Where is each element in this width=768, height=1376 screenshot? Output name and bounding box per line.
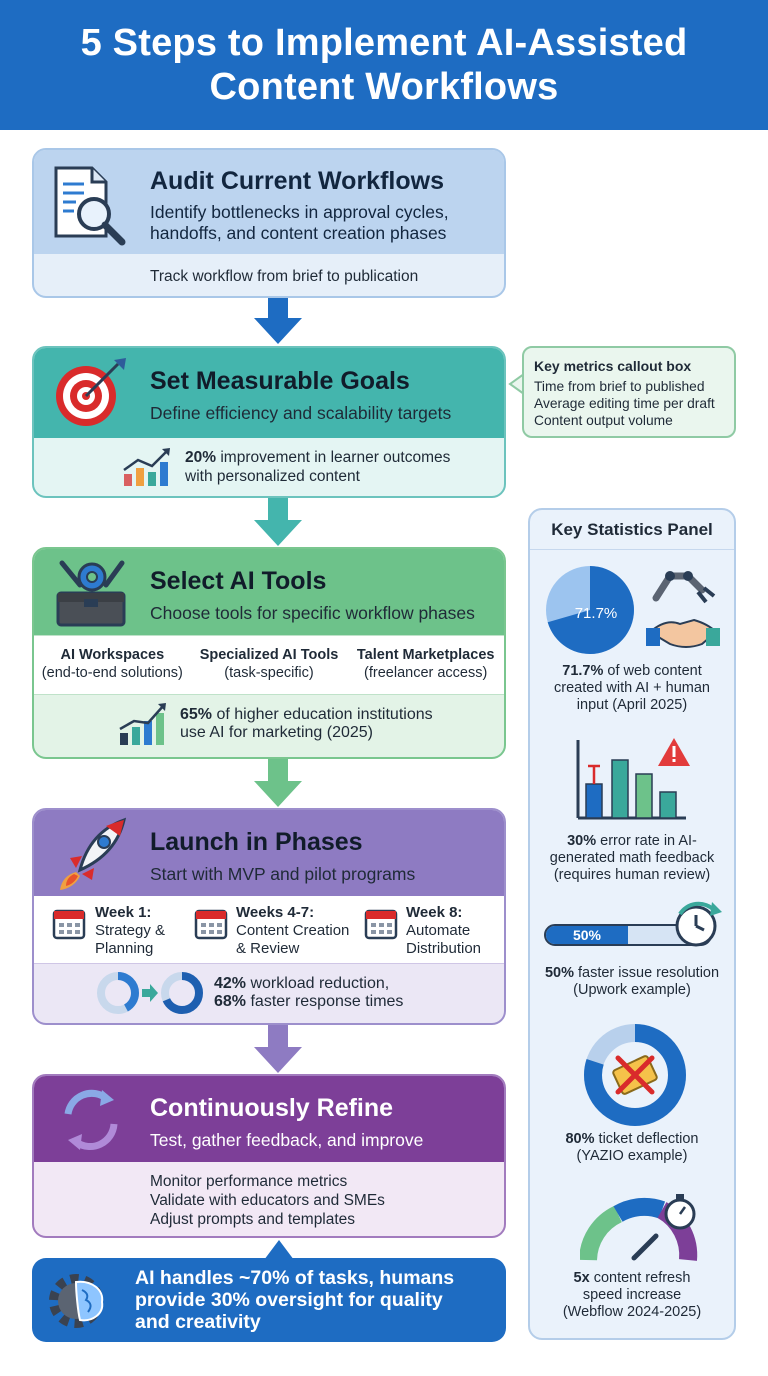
tool-name: AI Workspaces — [60, 647, 165, 663]
step-description: handoffs, and content creation phases — [150, 223, 447, 243]
tool-subtitle: (task-specific) — [224, 665, 314, 681]
week-desc: & Review — [236, 940, 300, 957]
error-bar-chart-icon — [574, 736, 694, 827]
speedometer-icon — [580, 1190, 704, 1271]
arrow-down-icon — [252, 498, 304, 553]
stat-text: with personalized content — [185, 468, 360, 485]
bar-chart-up-icon — [118, 701, 170, 752]
refine-item: Adjust prompts and templates — [150, 1211, 356, 1228]
page-title-line-1: 5 Steps to Implement AI-Assisted — [80, 22, 688, 64]
stat-text: faster issue resolution — [573, 965, 720, 981]
step-description: Start with MVP and pilot programs — [150, 864, 416, 884]
stat-content-refresh — [530, 1270, 734, 1321]
banner-text: AI handles ~70% of tasks, humans — [135, 1267, 455, 1289]
calendar-icon — [364, 906, 398, 945]
stat-value: 68% — [214, 993, 247, 1010]
stat-value: 30% — [567, 833, 597, 849]
callout-item: Average editing time per draft — [534, 396, 715, 411]
week-label: Week 1: — [95, 904, 152, 921]
step-title: Audit Current Workflows — [150, 167, 444, 195]
step-title: Continuously Refine — [150, 1094, 394, 1122]
stat-text: ticket deflection — [594, 1131, 699, 1147]
stat-value: 20% — [185, 449, 217, 466]
donut-comparison-icon — [96, 970, 204, 1021]
step-audit-workflows — [32, 148, 506, 298]
document-search-icon — [50, 164, 132, 251]
arrow-down-icon — [252, 1025, 304, 1080]
stat-text: improvement in learner outcomes — [216, 449, 451, 466]
banner-text: and creativity — [135, 1311, 261, 1333]
gear-brain-icon — [46, 1268, 120, 1339]
phase-week-8 — [406, 904, 481, 958]
arrow-down-icon — [252, 759, 304, 814]
stat-value: 5x — [573, 1270, 590, 1286]
phase-week-1 — [95, 904, 165, 958]
stat-value: 80% — [565, 1131, 595, 1147]
tool-subtitle: (end-to-end solutions) — [41, 665, 183, 681]
step-title: Launch in Phases — [150, 828, 363, 856]
step-title: Select AI Tools — [150, 567, 327, 595]
stat-text: of web content — [603, 663, 702, 679]
week-desc: Strategy & — [95, 922, 166, 939]
callout-item: Content output volume — [534, 413, 673, 428]
callout-title: Key metrics callout box — [534, 358, 692, 374]
week-label: Week 8: — [406, 904, 463, 921]
key-statistics-panel — [528, 508, 736, 1340]
tool-subtitle: (freelancer access) — [364, 665, 488, 681]
step-description: Test, gather feedback, and improve — [150, 1130, 424, 1150]
page-title-line-2: Content Workflows — [209, 66, 559, 108]
progress-bar-fill — [546, 926, 628, 944]
stat-text: of higher education institutions — [212, 706, 433, 723]
stat-text: (Upwork example) — [573, 982, 691, 998]
panel-title: Key Statistics Panel — [530, 510, 734, 550]
ticket-deflection-donut-icon — [582, 1022, 688, 1133]
step-measurable-goals — [32, 346, 506, 498]
summary-banner — [32, 1258, 506, 1342]
tool-categories — [34, 635, 504, 695]
bar-chart-up-icon — [122, 446, 174, 493]
header — [0, 0, 768, 130]
stat-text: use AI for marketing (2025) — [180, 724, 373, 741]
stat-ticket-deflection — [530, 1131, 734, 1165]
refine-item: Monitor performance metrics — [150, 1173, 348, 1190]
stat-text: (Webflow 2024-2025) — [562, 1304, 702, 1320]
stat-text: generated math feedback — [549, 850, 715, 866]
stat-value: 50% — [544, 965, 574, 981]
tool-category — [34, 636, 191, 694]
stat-text: input (April 2025) — [576, 697, 688, 713]
stat-value: 71.7% — [562, 663, 604, 679]
stat-text: content refresh — [589, 1270, 691, 1286]
stat-value: 65% — [180, 706, 213, 723]
target-icon — [52, 356, 132, 435]
stat-web-content — [530, 663, 734, 714]
tool-name: Talent Marketplaces — [356, 647, 495, 663]
banner-text: provide 30% oversight for quality — [135, 1289, 443, 1311]
rocket-icon — [54, 814, 134, 899]
arrow-down-icon — [252, 298, 304, 351]
week-desc: Automate — [406, 922, 471, 939]
robot-handshake-icon — [646, 568, 720, 657]
week-desc: Distribution — [406, 940, 482, 957]
calendar-icon — [52, 906, 86, 945]
phase-timeline — [34, 896, 504, 964]
refine-item: Validate with educators and SMEs — [150, 1192, 385, 1209]
stat-text: created with AI + human — [554, 680, 710, 696]
stat-error-rate — [530, 833, 734, 884]
stat-text: speed increase — [582, 1287, 682, 1303]
cycle-arrows-icon — [54, 1084, 128, 1161]
week-desc: Planning — [95, 940, 154, 957]
stat-text: error rate in AI- — [596, 833, 697, 849]
stat-issue-resolution — [530, 965, 734, 999]
callout-item: Time from brief to published — [534, 379, 705, 394]
toolbox-icon — [52, 555, 136, 638]
stat-text: workload reduction, — [246, 975, 390, 992]
pie-label: 71.7% — [574, 605, 618, 622]
step-description: Choose tools for specific workflow phases — [150, 603, 475, 623]
calendar-icon — [194, 906, 228, 945]
tool-category — [347, 636, 504, 694]
tool-name: Specialized AI Tools — [199, 647, 339, 663]
pie-chart-icon — [544, 564, 636, 661]
week-label: Weeks 4-7: — [236, 904, 315, 921]
step-continuously-refine — [32, 1074, 506, 1238]
stat-text: (requires human review) — [553, 867, 711, 883]
clock-refresh-icon — [670, 900, 724, 955]
tool-category — [191, 636, 348, 694]
week-desc: Content Creation — [236, 922, 350, 939]
stat-text: faster response times — [246, 993, 404, 1010]
stat-value: 42% — [214, 975, 247, 992]
step-launch-phases — [32, 808, 506, 1025]
stat-text: (YAZIO example) — [576, 1148, 688, 1164]
key-metrics-callout — [522, 346, 736, 438]
phase-week-4-7 — [236, 904, 349, 958]
progress-label: 50% — [572, 927, 602, 943]
step-description: Define efficiency and scalability targets — [150, 403, 452, 423]
step-select-ai-tools — [32, 547, 506, 759]
step-detail: Track workflow from brief to publication — [150, 268, 419, 285]
step-description: Identify bottlenecks in approval cycles, — [150, 202, 449, 222]
step-title: Set Measurable Goals — [150, 367, 410, 395]
